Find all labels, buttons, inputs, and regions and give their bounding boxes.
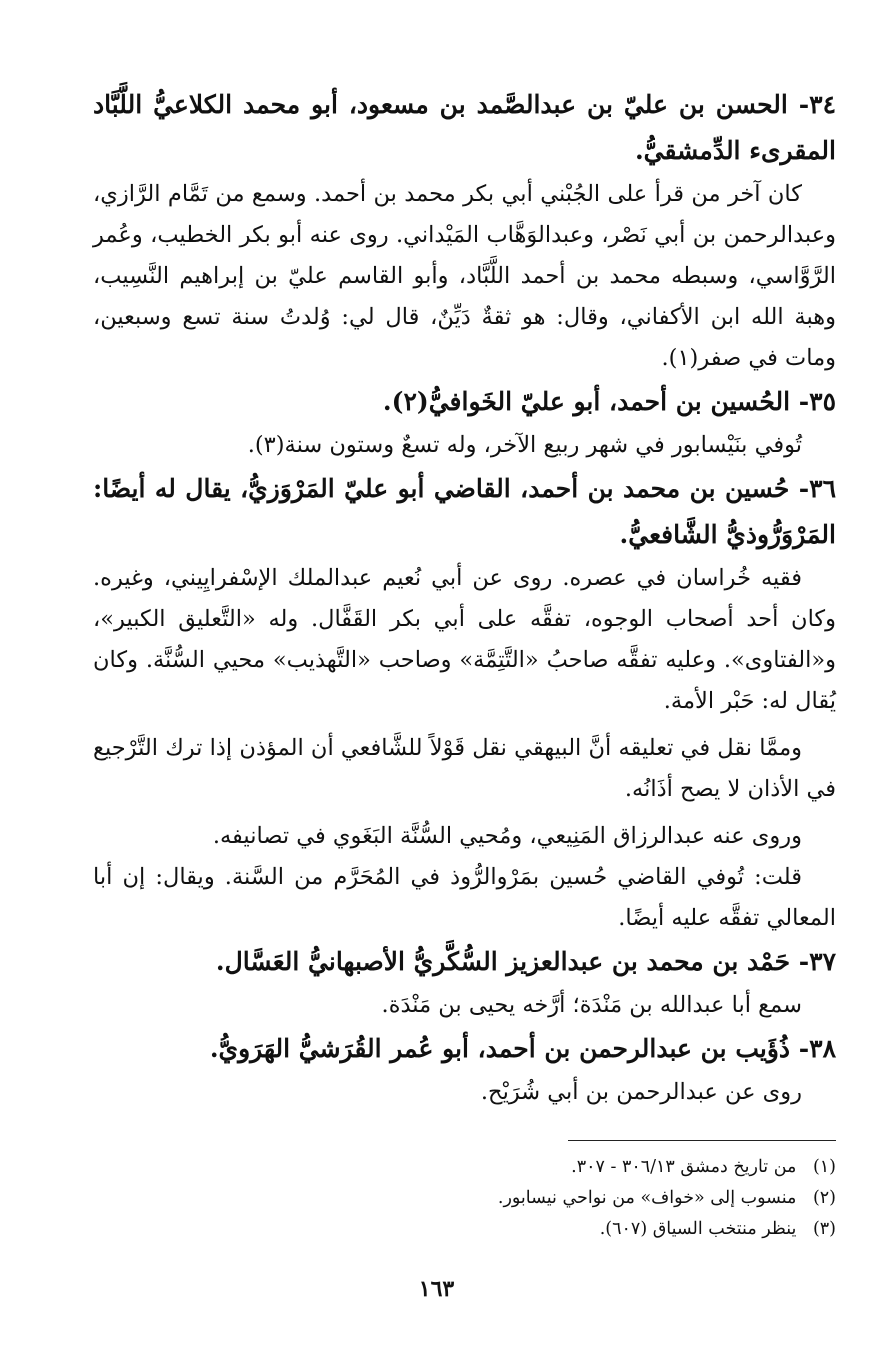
footnote-2 <box>200 1183 836 1214</box>
entry-heading-34: ٣٤- الحسن بن عليّ بن عبدالصَّمد بن مسعود، أبو محمد الكلاعيُّ اللَّبَّاد المقرىء الدِّمشقيُّ. <box>93 90 836 165</box>
entry-38-paragraph: روى عن عبدالرحمن بن أبي شُرَيْح. <box>480 1079 802 1105</box>
page-number: ١٦٣ <box>418 1276 455 1302</box>
footnote-text: منسوب إلى «خواف» من نواحي نيسابور. <box>497 1188 797 1208</box>
entry-36-paragraph-1: فقيه خُراسان في عصره. روى عن أبي نُعيم عبدالملك الإسْفرايِيني، وغيره. وكان أحد أصحاب الوجوه، تفقَّه على أبي بكر القَفَّال. وله «التَّعليق الكبير»، و«الفتاوى». وعليه تفقَّه صاحبُ «التَّتِمَّة» وصاحب «التَّهذيب» محيي السُّنَّة. وكان يُقال له: حَبْر الأمة. <box>93 565 836 714</box>
main-text <box>93 82 836 1113</box>
footnote-divider <box>568 1140 836 1141</box>
entry-heading-35: ٣٥- الحُسين بن أحمد، أبو عليّ الخَوافيُّ(٢). <box>382 387 836 416</box>
footnote-marker: (١) <box>812 1157 836 1177</box>
footnote-marker: (٢) <box>812 1188 836 1208</box>
footnote-1 <box>200 1152 836 1183</box>
footnote-marker: (٣) <box>812 1219 836 1239</box>
footnote-3 <box>200 1214 836 1245</box>
entry-37-paragraph: سمع أبا عبدالله بن مَنْدَة؛ أرَّخه يحيى بن مَنْدَة. <box>381 992 802 1018</box>
entry-36-paragraph-3: وروى عنه عبدالرزاق المَنِيعي، ومُحيي السُّنَّة البَغَوي في تصانيفه. <box>212 823 802 849</box>
entry-34-paragraph: كان آخر من قرأ على الجُبْني أبي بكر محمد بن أحمد. وسمع من تَمَّام الرَّازي، وعبدالرحمن بن أبي نَصْر، وعبدالوَهَّاب المَيْداني. روى عنه أبو بكر الخطيب، وعُمر الرَّوَّاسي، وسبطه محمد بن أحمد اللَّبَّاد، وأبو القاسم عليّ بن إبراهيم النَّسِيب، وهبة الله ابن الأكفاني، وقال: هو ثقةٌ دَيِّنٌ، قال لي: وُلدتُ سنة تسع وسبعين، ومات في صفر(١). <box>93 181 836 371</box>
footnote-text: ينظر منتخب السياق (٦٠٧). <box>599 1219 797 1239</box>
entry-36-paragraph-4: قلت: تُوفي القاضي حُسين بمَرْوالرُّوذ في المُحَرَّم من السَّنة. ويقال: إن أبا المعالي تفقَّه عليه أيضًا. <box>93 864 836 931</box>
footnotes <box>200 1152 836 1245</box>
entry-heading-38: ٣٨- ذُؤَيب بن عبدالرحمن بن أحمد، أبو عُمر القُرَشيُّ الهَرَويُّ. <box>209 1034 836 1063</box>
footnote-text: من تاريخ دمشق ٣٠٦/١٣ - ٣٠٧. <box>571 1157 797 1177</box>
entry-heading-36: ٣٦- حُسين بن محمد بن أحمد، القاضي أبو عليّ المَرْوَزيُّ، يقال له أيضًا: المَرْوَرُّوذيُّ الشَّافعيُّ. <box>93 474 836 549</box>
entry-35-paragraph: تُوفي بنَيْسابور في شهر ربيع الآخر، وله تسعٌ وستون سنة(٣). <box>247 432 802 458</box>
entry-heading-37: ٣٧- حَمْد بن محمد بن عبدالعزيز السُّكَّريُّ الأصبهانيُّ العَسَّال. <box>215 947 836 976</box>
entry-36-paragraph-2: وممَّا نقل في تعليقه أنَّ البيهقي نقل قَوْلاً للشَّافعي أن المؤذن إذا ترك التَّرْجيع في الأذان لا يصح أذَانُه. <box>93 735 836 802</box>
